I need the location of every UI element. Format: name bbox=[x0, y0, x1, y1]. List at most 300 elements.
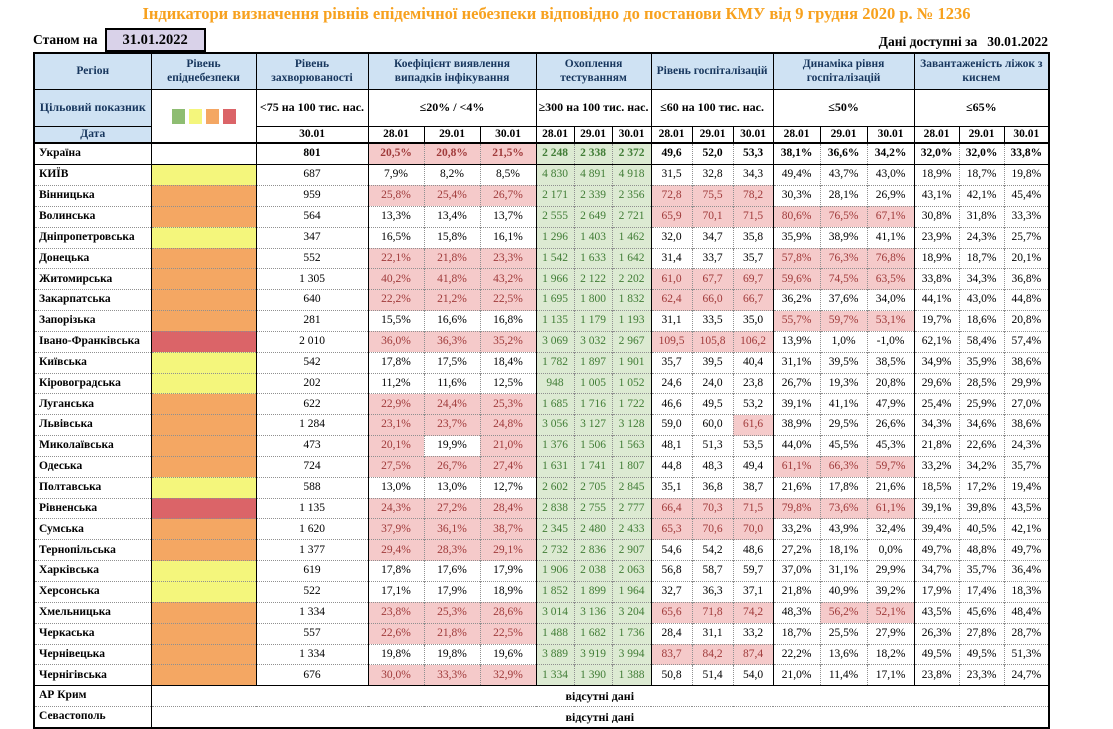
value-cell: 33,7 bbox=[692, 248, 733, 269]
incidence-cell: 542 bbox=[256, 352, 368, 373]
value-cell: 18,9% bbox=[914, 248, 959, 269]
value-cell: 65,6 bbox=[651, 602, 692, 623]
value-cell: 41,1% bbox=[867, 227, 914, 248]
incidence-cell: 1 620 bbox=[256, 519, 368, 540]
region-cell: Севастополь bbox=[34, 707, 151, 728]
value-cell: 28,4 bbox=[651, 623, 692, 644]
value-cell: 24,8% bbox=[480, 415, 536, 436]
value-cell: 70,1 bbox=[692, 206, 733, 227]
epidemic-level-cell bbox=[151, 248, 256, 269]
value-cell: 35,1 bbox=[651, 477, 692, 498]
value-cell: 1 899 bbox=[574, 582, 612, 603]
value-cell: 49,5% bbox=[914, 644, 959, 665]
value-cell: 20,1% bbox=[1004, 248, 1049, 269]
value-cell: 59,6% bbox=[773, 269, 820, 290]
epidemic-level-cell bbox=[151, 352, 256, 373]
value-cell: 39,4% bbox=[914, 519, 959, 540]
value-cell: 36,8 bbox=[692, 477, 733, 498]
value-cell: 22,2% bbox=[773, 644, 820, 665]
value-cell: 44,8% bbox=[1004, 290, 1049, 311]
value-cell: 2 649 bbox=[574, 206, 612, 227]
value-cell: 35,7% bbox=[1004, 456, 1049, 477]
as-of-date-cell: 31.01.2022 bbox=[105, 28, 206, 52]
table-row bbox=[34, 248, 1049, 269]
value-cell: 83,7 bbox=[651, 644, 692, 665]
value-cell: 56,2% bbox=[820, 602, 867, 623]
value-cell: 53,5 bbox=[733, 436, 773, 457]
value-cell: 38,1% bbox=[773, 143, 820, 164]
region-cell: Дніпропетровська bbox=[34, 227, 151, 248]
region-cell: Рівненська bbox=[34, 498, 151, 519]
value-cell: 38,9% bbox=[820, 227, 867, 248]
incidence-cell: 281 bbox=[256, 311, 368, 332]
value-cell: 65,9 bbox=[651, 206, 692, 227]
value-cell: 61,0 bbox=[651, 269, 692, 290]
value-cell: 66,0 bbox=[692, 290, 733, 311]
value-cell: 22,6% bbox=[368, 623, 424, 644]
region-cell: Хмельницька bbox=[34, 602, 151, 623]
value-cell: 71,8 bbox=[692, 602, 733, 623]
value-cell: 32,4% bbox=[867, 519, 914, 540]
value-cell: 33,5 bbox=[692, 311, 733, 332]
value-cell: 53,3 bbox=[733, 143, 773, 164]
value-cell: 17,8% bbox=[368, 561, 424, 582]
value-cell: 23,9% bbox=[914, 227, 959, 248]
value-cell: 61,6 bbox=[733, 415, 773, 436]
value-cell: 37,6% bbox=[820, 290, 867, 311]
incidence-cell: 522 bbox=[256, 582, 368, 603]
value-cell: 76,3% bbox=[820, 248, 867, 269]
value-cell: 2 171 bbox=[536, 185, 574, 206]
value-cell: 49,7% bbox=[914, 540, 959, 561]
page-title: Індикатори визначення рівнів епідемічної небезпеки відповідно до постанови КМУ від 9 грудня 2020 р. № 1236 bbox=[142, 4, 971, 23]
value-cell: 1 695 bbox=[536, 290, 574, 311]
legend-orange-square bbox=[206, 109, 219, 124]
col-header-testing-coverage: Охоплення тестуванням bbox=[536, 53, 651, 89]
table-row bbox=[34, 227, 1049, 248]
value-cell: 36,8% bbox=[1004, 269, 1049, 290]
value-cell: 38,5% bbox=[867, 352, 914, 373]
value-cell: 13,9% bbox=[773, 331, 820, 352]
incidence-cell: 687 bbox=[256, 165, 368, 186]
value-cell: 105,8 bbox=[692, 331, 733, 352]
date-cell: 29.01 bbox=[820, 126, 867, 143]
value-cell: 106,2 bbox=[733, 331, 773, 352]
value-cell: 3 014 bbox=[536, 602, 574, 623]
date-cell: 28.01 bbox=[368, 126, 424, 143]
value-cell: 13,0% bbox=[368, 477, 424, 498]
target-incidence: <75 на 100 тис. нас. bbox=[256, 89, 368, 126]
value-cell: 1 722 bbox=[612, 394, 651, 415]
value-cell: 21,0% bbox=[773, 665, 820, 686]
value-cell: 35,8 bbox=[733, 227, 773, 248]
missing-data-cell: відсутні дані bbox=[151, 686, 1049, 707]
value-cell: 87,4 bbox=[733, 644, 773, 665]
value-cell: 1 488 bbox=[536, 623, 574, 644]
value-cell: 48,6 bbox=[733, 540, 773, 561]
region-cell: Сумська bbox=[34, 519, 151, 540]
value-cell: 39,2% bbox=[867, 582, 914, 603]
value-cell: 12,5% bbox=[480, 373, 536, 394]
value-cell: 3 919 bbox=[574, 644, 612, 665]
value-cell: 43,9% bbox=[820, 519, 867, 540]
value-cell: 33,8% bbox=[914, 269, 959, 290]
value-cell: 27,9% bbox=[867, 623, 914, 644]
region-cell: Київська bbox=[34, 352, 151, 373]
value-cell: 48,3% bbox=[773, 602, 820, 623]
value-cell: 45,3% bbox=[867, 436, 914, 457]
value-cell: 2 480 bbox=[574, 519, 612, 540]
value-cell: 27,2% bbox=[424, 498, 480, 519]
value-cell: 16,5% bbox=[368, 227, 424, 248]
table-row bbox=[34, 373, 1049, 394]
value-cell: 71,5 bbox=[733, 498, 773, 519]
value-cell: 1 800 bbox=[574, 290, 612, 311]
value-cell: 18,4% bbox=[480, 352, 536, 373]
value-cell: 23,8 bbox=[733, 373, 773, 394]
value-cell: 69,7 bbox=[733, 269, 773, 290]
level-legend-cell bbox=[151, 89, 256, 143]
value-cell: 37,9% bbox=[368, 519, 424, 540]
value-cell: 1 832 bbox=[612, 290, 651, 311]
value-cell: 28,1% bbox=[820, 185, 867, 206]
indicators-table bbox=[33, 52, 1050, 729]
value-cell: 41,8% bbox=[424, 269, 480, 290]
region-cell: КИЇВ bbox=[34, 165, 151, 186]
value-cell: 20,8% bbox=[1004, 311, 1049, 332]
epidemic-level-cell bbox=[151, 456, 256, 477]
value-cell: 17,2% bbox=[959, 477, 1004, 498]
value-cell: 35,7 bbox=[651, 352, 692, 373]
value-cell: 48,4% bbox=[1004, 602, 1049, 623]
value-cell: 21,8% bbox=[773, 582, 820, 603]
value-cell: 30,3% bbox=[773, 185, 820, 206]
value-cell: 52,0 bbox=[692, 143, 733, 164]
value-cell: 40,9% bbox=[820, 582, 867, 603]
value-cell: 61,1% bbox=[773, 456, 820, 477]
value-cell: 21,0% bbox=[480, 436, 536, 457]
incidence-cell: 552 bbox=[256, 248, 368, 269]
region-cell: Черкаська bbox=[34, 623, 151, 644]
incidence-cell: 959 bbox=[256, 185, 368, 206]
value-cell: 27,8% bbox=[959, 623, 1004, 644]
value-cell: 12,7% bbox=[480, 477, 536, 498]
target-hospitalization: ≤60 на 100 тис. нас. bbox=[651, 89, 773, 126]
value-cell: 24,3% bbox=[368, 498, 424, 519]
value-cell: 79,8% bbox=[773, 498, 820, 519]
value-cell: 25,7% bbox=[1004, 227, 1049, 248]
region-cell: Тернопільська bbox=[34, 540, 151, 561]
value-cell: 1 633 bbox=[574, 248, 612, 269]
epidemic-level-cell bbox=[151, 227, 256, 248]
legend-red-square bbox=[223, 109, 236, 124]
value-cell: 18,2% bbox=[867, 644, 914, 665]
value-cell: 2 602 bbox=[536, 477, 574, 498]
target-coverage: ≥300 на 100 тис. нас. bbox=[536, 89, 651, 126]
value-cell: 72,8 bbox=[651, 185, 692, 206]
legend-green-square bbox=[172, 109, 185, 124]
value-cell: 66,3% bbox=[820, 456, 867, 477]
table-row bbox=[34, 394, 1049, 415]
epidemic-level-cell bbox=[151, 373, 256, 394]
value-cell: 57,8% bbox=[773, 248, 820, 269]
value-cell: 16,1% bbox=[480, 227, 536, 248]
incidence-cell: 564 bbox=[256, 206, 368, 227]
value-cell: 1 807 bbox=[612, 456, 651, 477]
value-cell: 4 918 bbox=[612, 165, 651, 186]
value-cell: 25,3% bbox=[480, 394, 536, 415]
region-cell: Донецька bbox=[34, 248, 151, 269]
value-cell: 23,3% bbox=[959, 665, 1004, 686]
value-cell: 67,7 bbox=[692, 269, 733, 290]
value-cell: 2 967 bbox=[612, 331, 651, 352]
value-cell: 42,1% bbox=[959, 185, 1004, 206]
value-cell: 39,1% bbox=[773, 394, 820, 415]
value-cell: 1 390 bbox=[574, 665, 612, 686]
value-cell: 17,4% bbox=[959, 582, 1004, 603]
value-cell: 49,5% bbox=[959, 644, 1004, 665]
region-cell: Закарпатська bbox=[34, 290, 151, 311]
value-cell: 36,3 bbox=[692, 582, 733, 603]
date-cell: 29.01 bbox=[692, 126, 733, 143]
date-cell: 30.01 bbox=[256, 126, 368, 143]
value-cell: 19,4% bbox=[1004, 477, 1049, 498]
value-cell: 1 741 bbox=[574, 456, 612, 477]
value-cell: 49,5 bbox=[692, 394, 733, 415]
value-cell: 38,7% bbox=[480, 519, 536, 540]
value-cell: 24,0 bbox=[692, 373, 733, 394]
value-cell: 78,2 bbox=[733, 185, 773, 206]
value-cell: 46,6 bbox=[651, 394, 692, 415]
value-cell: 18,3% bbox=[1004, 582, 1049, 603]
value-cell: 66,7 bbox=[733, 290, 773, 311]
epidemic-level-cell bbox=[151, 311, 256, 332]
value-cell: 17,8% bbox=[820, 477, 867, 498]
value-cell: 19,8% bbox=[1004, 165, 1049, 186]
value-cell: 34,3% bbox=[959, 269, 1004, 290]
value-cell: 15,5% bbox=[368, 311, 424, 332]
value-cell: 35,9% bbox=[773, 227, 820, 248]
value-cell: 70,6 bbox=[692, 519, 733, 540]
value-cell: 36,2% bbox=[773, 290, 820, 311]
table-row bbox=[34, 456, 1049, 477]
value-cell: 34,3% bbox=[914, 415, 959, 436]
value-cell: 3 056 bbox=[536, 415, 574, 436]
epidemic-level-cell bbox=[151, 269, 256, 290]
value-cell: 26,7% bbox=[773, 373, 820, 394]
value-cell: 2 777 bbox=[612, 498, 651, 519]
value-cell: 34,7 bbox=[692, 227, 733, 248]
incidence-cell: 724 bbox=[256, 456, 368, 477]
target-dynamics: ≤50% bbox=[773, 89, 914, 126]
value-cell: 74,2 bbox=[733, 602, 773, 623]
epidemic-level-cell bbox=[151, 185, 256, 206]
value-cell: 45,4% bbox=[1004, 185, 1049, 206]
value-cell: 24,3% bbox=[959, 227, 1004, 248]
value-cell: 31,8% bbox=[959, 206, 1004, 227]
value-cell: 33,3% bbox=[1004, 206, 1049, 227]
incidence-cell: 202 bbox=[256, 373, 368, 394]
region-cell: Одеська bbox=[34, 456, 151, 477]
value-cell: 36,0% bbox=[368, 331, 424, 352]
value-cell: 33,2 bbox=[733, 623, 773, 644]
value-cell: 13,0% bbox=[424, 477, 480, 498]
value-cell: 21,6% bbox=[773, 477, 820, 498]
table-row bbox=[34, 707, 1049, 728]
value-cell: 43,1% bbox=[914, 185, 959, 206]
value-cell: 65,3 bbox=[651, 519, 692, 540]
value-cell: 24,4% bbox=[424, 394, 480, 415]
missing-data-cell: відсутні дані bbox=[151, 707, 1049, 728]
value-cell: 43,2% bbox=[480, 269, 536, 290]
table-row bbox=[34, 352, 1049, 373]
value-cell: 28,3% bbox=[424, 540, 480, 561]
value-cell: 20,8% bbox=[424, 143, 480, 164]
value-cell: 2 038 bbox=[574, 561, 612, 582]
epidemic-level-cell bbox=[151, 394, 256, 415]
value-cell: 17,8% bbox=[368, 352, 424, 373]
incidence-cell: 801 bbox=[256, 143, 368, 164]
value-cell: 2 705 bbox=[574, 477, 612, 498]
value-cell: 18,5% bbox=[914, 477, 959, 498]
epidemic-level-cell bbox=[151, 602, 256, 623]
date-cell: 29.01 bbox=[424, 126, 480, 143]
value-cell: 1 376 bbox=[536, 436, 574, 457]
value-cell: 70,0 bbox=[733, 519, 773, 540]
region-cell: Чернівецька bbox=[34, 644, 151, 665]
value-cell: 29,4% bbox=[368, 540, 424, 561]
value-cell: 1 716 bbox=[574, 394, 612, 415]
value-cell: 36,3% bbox=[424, 331, 480, 352]
region-cell: Волинська bbox=[34, 206, 151, 227]
value-cell: 45,6% bbox=[959, 602, 1004, 623]
value-cell: 35,9% bbox=[959, 352, 1004, 373]
table-row bbox=[34, 665, 1049, 686]
date-cell: 28.01 bbox=[914, 126, 959, 143]
value-cell: 25,9% bbox=[959, 394, 1004, 415]
value-cell: 3 136 bbox=[574, 602, 612, 623]
value-cell: 21,8% bbox=[914, 436, 959, 457]
col-header-hospitalization-level: Рівень госпіталізацій bbox=[651, 53, 773, 89]
region-cell: Івано-Франківська bbox=[34, 331, 151, 352]
value-cell: 2 338 bbox=[574, 143, 612, 164]
value-cell: 29,6% bbox=[914, 373, 959, 394]
value-cell: 62,4 bbox=[651, 290, 692, 311]
value-cell: 1 462 bbox=[612, 227, 651, 248]
value-cell: 23,7% bbox=[424, 415, 480, 436]
value-cell: 2 248 bbox=[536, 143, 574, 164]
value-cell: 2 838 bbox=[536, 498, 574, 519]
value-cell: 34,0% bbox=[867, 290, 914, 311]
value-cell: 44,1% bbox=[914, 290, 959, 311]
as-of-label: Станом на bbox=[33, 32, 98, 47]
value-cell: 26,7% bbox=[424, 456, 480, 477]
value-cell: 3 032 bbox=[574, 331, 612, 352]
value-cell: 17,9% bbox=[914, 582, 959, 603]
value-cell: 35,7% bbox=[959, 561, 1004, 582]
epidemic-level-cell bbox=[151, 477, 256, 498]
value-cell: 27,5% bbox=[368, 456, 424, 477]
value-cell: 19,3% bbox=[820, 373, 867, 394]
region-cell: Кіровоградська bbox=[34, 373, 151, 394]
incidence-cell: 1 305 bbox=[256, 269, 368, 290]
table-row bbox=[34, 143, 1049, 164]
value-cell: 2 755 bbox=[574, 498, 612, 519]
region-cell: Запорізька bbox=[34, 311, 151, 332]
table-row bbox=[34, 582, 1049, 603]
value-cell: 31,4 bbox=[651, 248, 692, 269]
value-cell: 1 296 bbox=[536, 227, 574, 248]
value-cell: 18,7% bbox=[959, 165, 1004, 186]
value-cell: 17,6% bbox=[424, 561, 480, 582]
value-cell: 49,7% bbox=[1004, 540, 1049, 561]
value-cell: 66,4 bbox=[651, 498, 692, 519]
value-cell: 1 852 bbox=[536, 582, 574, 603]
value-cell: 76,8% bbox=[867, 248, 914, 269]
data-available-date: 30.01.2022 bbox=[987, 34, 1048, 49]
value-cell: 13,4% bbox=[424, 206, 480, 227]
value-cell: 3 128 bbox=[612, 415, 651, 436]
value-cell: 51,3 bbox=[692, 436, 733, 457]
value-cell: 32,9% bbox=[480, 665, 536, 686]
incidence-cell: 2 010 bbox=[256, 331, 368, 352]
date-cell: 28.01 bbox=[536, 126, 574, 143]
subheader bbox=[33, 25, 1048, 52]
epidemic-level-cell bbox=[151, 644, 256, 665]
value-cell: 21,6% bbox=[867, 477, 914, 498]
value-cell: 19,8% bbox=[368, 644, 424, 665]
table-row bbox=[34, 498, 1049, 519]
value-cell: 109,5 bbox=[651, 331, 692, 352]
value-cell: 32,0% bbox=[914, 143, 959, 164]
value-cell: 59,7% bbox=[820, 311, 867, 332]
value-cell: 61,1% bbox=[867, 498, 914, 519]
value-cell: 35,2% bbox=[480, 331, 536, 352]
value-cell: 29,9% bbox=[867, 561, 914, 582]
col-header-epidemic-level: Рівень епіднебезпеки bbox=[151, 53, 256, 89]
value-cell: 2 721 bbox=[612, 206, 651, 227]
value-cell: 11,6% bbox=[424, 373, 480, 394]
value-cell: 27,4% bbox=[480, 456, 536, 477]
value-cell: 2 845 bbox=[612, 477, 651, 498]
value-cell: 76,5% bbox=[820, 206, 867, 227]
epidemic-level-cell bbox=[151, 623, 256, 644]
value-cell: 25,3% bbox=[424, 602, 480, 623]
epidemic-level-cell bbox=[151, 582, 256, 603]
value-cell: 36,4% bbox=[1004, 561, 1049, 582]
value-cell: 8,2% bbox=[424, 165, 480, 186]
value-cell: 31,5 bbox=[651, 165, 692, 186]
region-cell: Житомирська bbox=[34, 269, 151, 290]
value-cell: 48,8% bbox=[959, 540, 1004, 561]
value-cell: 80,6% bbox=[773, 206, 820, 227]
incidence-cell: 1 284 bbox=[256, 415, 368, 436]
table-row bbox=[34, 206, 1049, 227]
date-cell: 28.01 bbox=[651, 126, 692, 143]
value-cell: 2 122 bbox=[574, 269, 612, 290]
table-row bbox=[34, 540, 1049, 561]
value-cell: 22,9% bbox=[368, 394, 424, 415]
value-cell: 29,9% bbox=[1004, 373, 1049, 394]
value-cell: 18,6% bbox=[959, 311, 1004, 332]
value-cell: 20,5% bbox=[368, 143, 424, 164]
value-cell: 35,7 bbox=[733, 248, 773, 269]
incidence-cell: 1 334 bbox=[256, 644, 368, 665]
value-cell: 2 372 bbox=[612, 143, 651, 164]
col-header-oxygen-beds: Завантаженість ліжок з киснем bbox=[914, 53, 1049, 89]
date-cell: 29.01 bbox=[574, 126, 612, 143]
value-cell: 54,2 bbox=[692, 540, 733, 561]
